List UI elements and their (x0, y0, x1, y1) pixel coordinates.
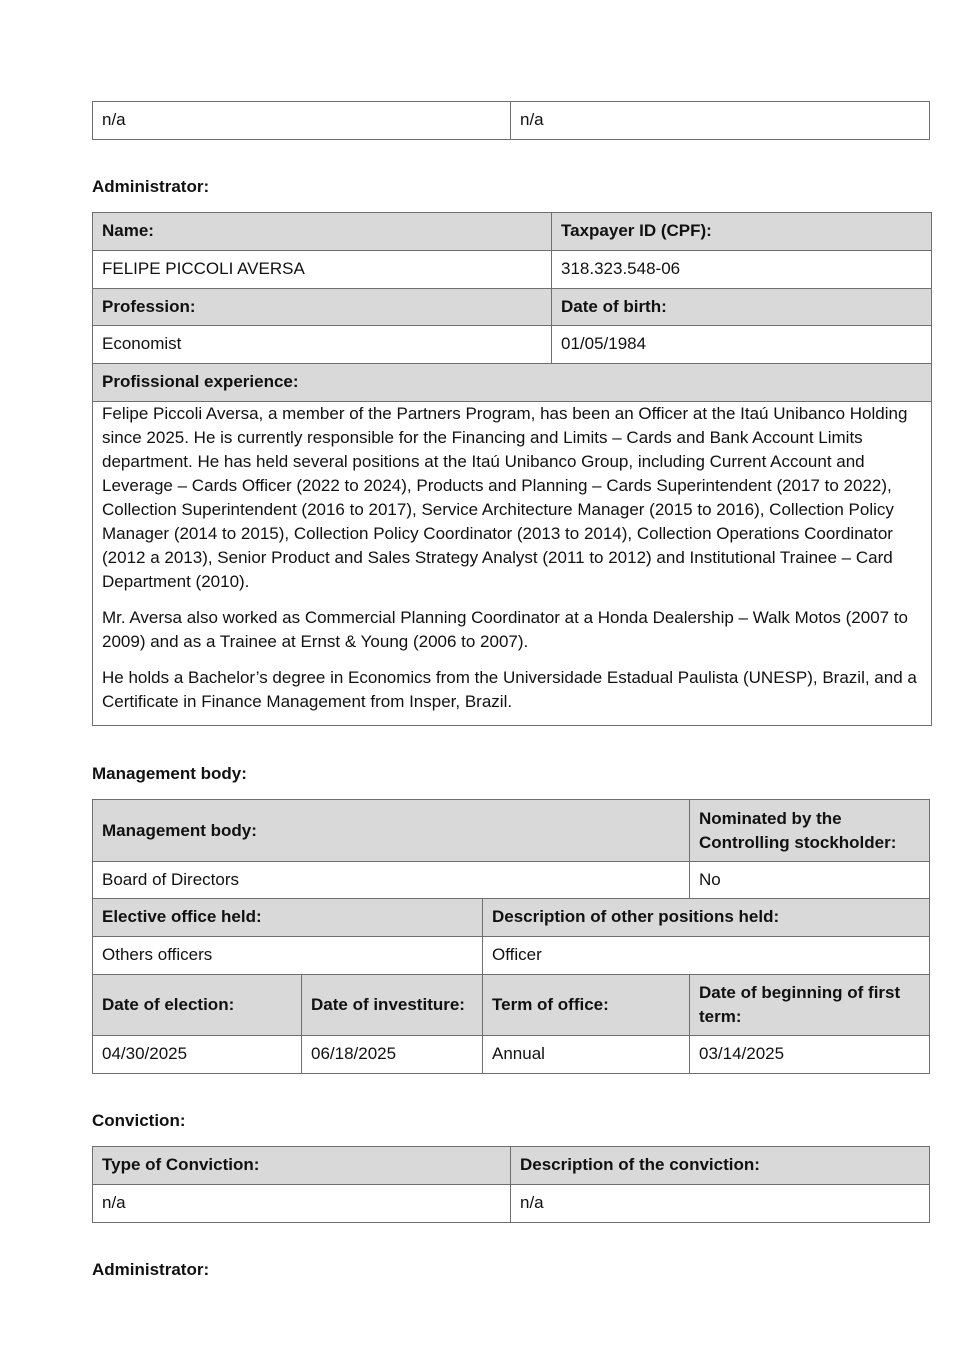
first-term-date-label: Date of beginning of first term: (690, 975, 930, 1036)
experience-text (93, 402, 932, 726)
dob-value: 01/05/1984 (552, 326, 932, 364)
top-right-cell: n/a (511, 102, 930, 140)
management-body-heading: Management body: (92, 764, 247, 783)
conviction-description-value: n/a (511, 1185, 930, 1223)
taxpayer-value: 318.323.548-06 (552, 251, 932, 289)
administrator-heading-2: Administrator: (92, 1260, 210, 1279)
dob-label: Date of birth: (552, 289, 932, 326)
experience-paragraph: Felipe Piccoli Aversa, a member of the Partners Program, has been an Officer at the Itaú Unibanco Holding since 2025. He is currently responsible for the Financing and Limits – Cards and Bank Account Limits department. He has held several positions at the Itaú Unibanco Group, including Current Account and Leverage – Cards Officer (2022 to 2024), Products and Planning – Cards Superintendent (2017 to 2022), Collection Superintendent (2016 to 2017), Service Architecture Manager (2015 to 2016), Collection Policy Manager (2014 to 2015), Collection Policy Coordinator (2013 to 2014), Collection Operations Coordinator (2012 a 2013), Senior Product and Sales Strategy Analyst (2011 to 2012) and Institutional Trainee – Card Department (2010). (102, 404, 908, 591)
management-body-value: Board of Directors (93, 862, 690, 899)
election-date-label: Date of election: (93, 975, 302, 1036)
experience-label: Profissional experience: (93, 364, 932, 402)
profession-value: Economist (93, 326, 552, 364)
other-positions-label: Description of other positions held: (483, 899, 930, 937)
name-label: Name: (93, 213, 552, 251)
conviction-type-label: Type of Conviction: (93, 1147, 511, 1185)
top-left-cell: n/a (93, 102, 511, 140)
elective-office-label: Elective office held: (93, 899, 483, 937)
investiture-date-value: 06/18/2025 (302, 1036, 483, 1074)
term-of-office-value: Annual (483, 1036, 690, 1074)
investiture-date-label: Date of investiture: (302, 975, 483, 1036)
election-date-value: 04/30/2025 (93, 1036, 302, 1074)
administrator-table (92, 212, 932, 726)
experience-paragraph: He holds a Bachelor’s degree in Economics from the Universidade Estadual Paulista (UNESP), Brazil, and a Certificate in Finance Management from Insper, Brazil. (102, 668, 917, 711)
top-table (92, 101, 930, 140)
other-positions-value: Officer (483, 937, 930, 975)
conviction-description-label: Description of the conviction: (511, 1147, 930, 1185)
conviction-heading: Conviction: (92, 1111, 186, 1130)
taxpayer-label: Taxpayer ID (CPF): (552, 213, 932, 251)
experience-paragraph: Mr. Aversa also worked as Commercial Planning Coordinator at a Honda Dealership – Walk Motos (2007 to 2009) and as a Trainee at Ernst & Young (2006 to 2007). (102, 608, 908, 651)
nominated-label: Nominated by the Controlling stockholder: (690, 800, 930, 862)
management-body-table (92, 799, 930, 1074)
nominated-value: No (690, 862, 930, 899)
administrator-heading: Administrator: (92, 177, 210, 196)
name-value: FELIPE PICCOLI AVERSA (93, 251, 552, 289)
first-term-date-value: 03/14/2025 (690, 1036, 930, 1074)
term-of-office-label: Term of office: (483, 975, 690, 1036)
profession-label: Profession: (93, 289, 552, 326)
conviction-type-value: n/a (93, 1185, 511, 1223)
conviction-table (92, 1146, 930, 1223)
elective-office-value: Others officers (93, 937, 483, 975)
management-body-label: Management body: (93, 800, 690, 862)
